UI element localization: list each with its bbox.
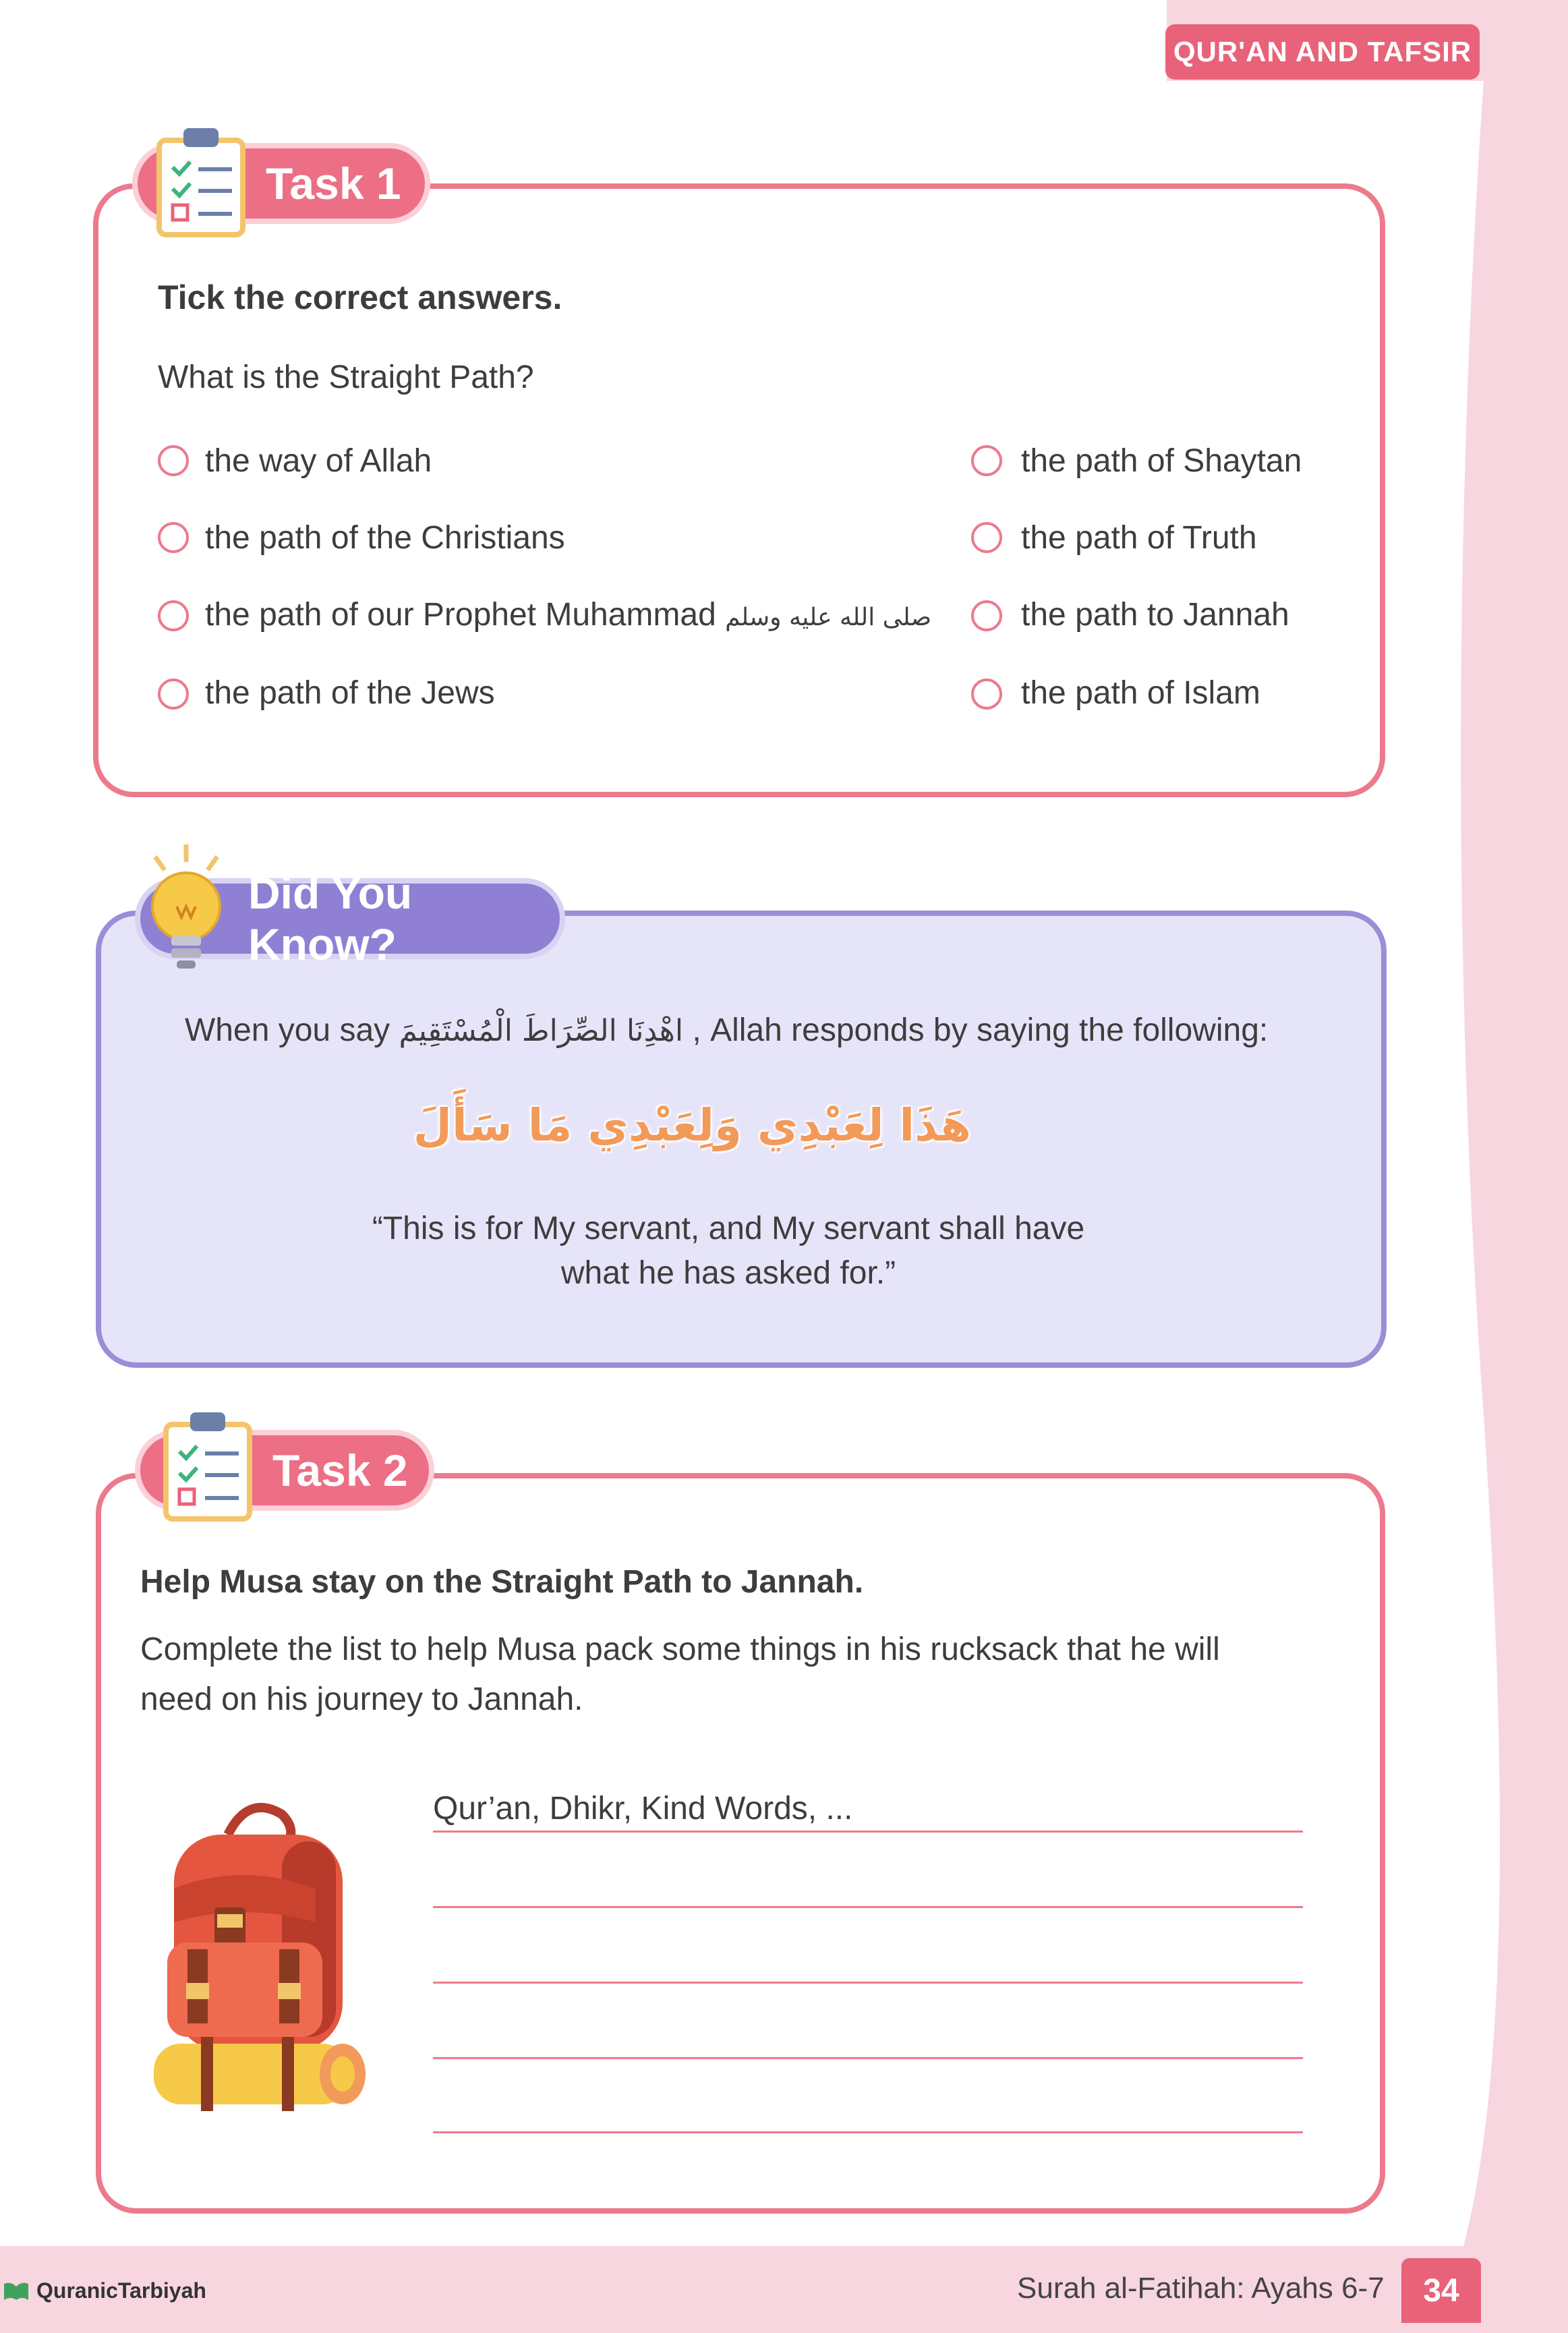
option-radio[interactable] <box>971 445 1002 476</box>
answer-line[interactable] <box>433 1831 1303 1833</box>
lightbulb-icon <box>139 842 233 977</box>
section-tag: QUR'AN AND TAFSIR <box>1165 24 1480 80</box>
option-islam[interactable]: the path of Islam <box>1021 675 1260 711</box>
page-number: 34 <box>1401 2258 1481 2323</box>
answer-line[interactable] <box>433 2131 1303 2133</box>
task2-body-line2: need on his journey to Jannah. <box>140 1681 583 1717</box>
footer-chapter: Surah al-Fatihah: Ayahs 6-7 <box>1017 2272 1385 2305</box>
option-way-of-allah[interactable]: the way of Allah <box>205 443 432 479</box>
clipboard-icon <box>161 1410 255 1523</box>
option-christians[interactable]: the path of the Christians <box>205 520 565 556</box>
book-logo-icon <box>3 2281 30 2301</box>
salawat-text: صلى الله عليه وسلم <box>725 604 932 631</box>
task1-instruction: Tick the correct answers. <box>158 279 562 316</box>
task2-title: Task 2 <box>272 1445 408 1495</box>
intro-arabic: اهْدِنَا الصِّرَاطَ الْمُسْتَقِيمَ <box>399 1014 684 1048</box>
option-radio[interactable] <box>158 445 189 476</box>
task1-title: Task 1 <box>266 159 401 208</box>
answer-line[interactable] <box>433 1982 1303 1984</box>
option-prophet-label: the path of our Prophet Muhammad <box>205 597 716 633</box>
task2-heading: Help Musa stay on the Straight Path to Jannah. <box>140 1564 864 1600</box>
task2-body-line1: Complete the list to help Musa pack some things in his rucksack that he will <box>140 1632 1220 1667</box>
clipboard-icon <box>154 125 248 239</box>
option-radio[interactable] <box>971 522 1002 553</box>
option-prophet-muhammad[interactable] <box>205 596 931 633</box>
translation-line1: “This is for My servant, and My servant shall have <box>372 1211 1085 1246</box>
intro-before: When you say <box>185 1012 390 1048</box>
option-radio[interactable] <box>971 679 1002 710</box>
option-radio[interactable] <box>158 679 189 710</box>
rucksack-illustration <box>147 1794 376 2131</box>
did-you-know-title: Did You Know? <box>248 868 413 969</box>
option-shaytan[interactable]: the path of Shaytan <box>1021 443 1302 479</box>
option-jannah[interactable]: the path to Jannah <box>1021 597 1289 633</box>
answer-line[interactable] <box>433 2057 1303 2059</box>
option-radio[interactable] <box>158 522 189 553</box>
intro-after: , Allah responds by saying the following: <box>692 1012 1269 1048</box>
answer-line[interactable] <box>433 1906 1303 1908</box>
did-you-know-intro <box>185 1012 1268 1049</box>
option-truth[interactable]: the path of Truth <box>1021 520 1257 556</box>
option-jews[interactable]: the path of the Jews <box>205 675 495 711</box>
option-radio[interactable] <box>158 600 189 631</box>
option-radio[interactable] <box>971 600 1002 631</box>
brand-name: QuranicTarbiyah <box>36 2278 206 2303</box>
task1-question: What is the Straight Path? <box>158 359 534 395</box>
footer-brand <box>3 2278 206 2303</box>
list-first-entry: Qur’an, Dhikr, Kind Words, ... <box>433 1791 853 1826</box>
translation-line2: what he has asked for.” <box>560 1255 896 1291</box>
arabic-quote: هَذَا لِعَبْدِي وَلِعَبْدِي مَا سَأَلَ <box>413 1099 971 1151</box>
